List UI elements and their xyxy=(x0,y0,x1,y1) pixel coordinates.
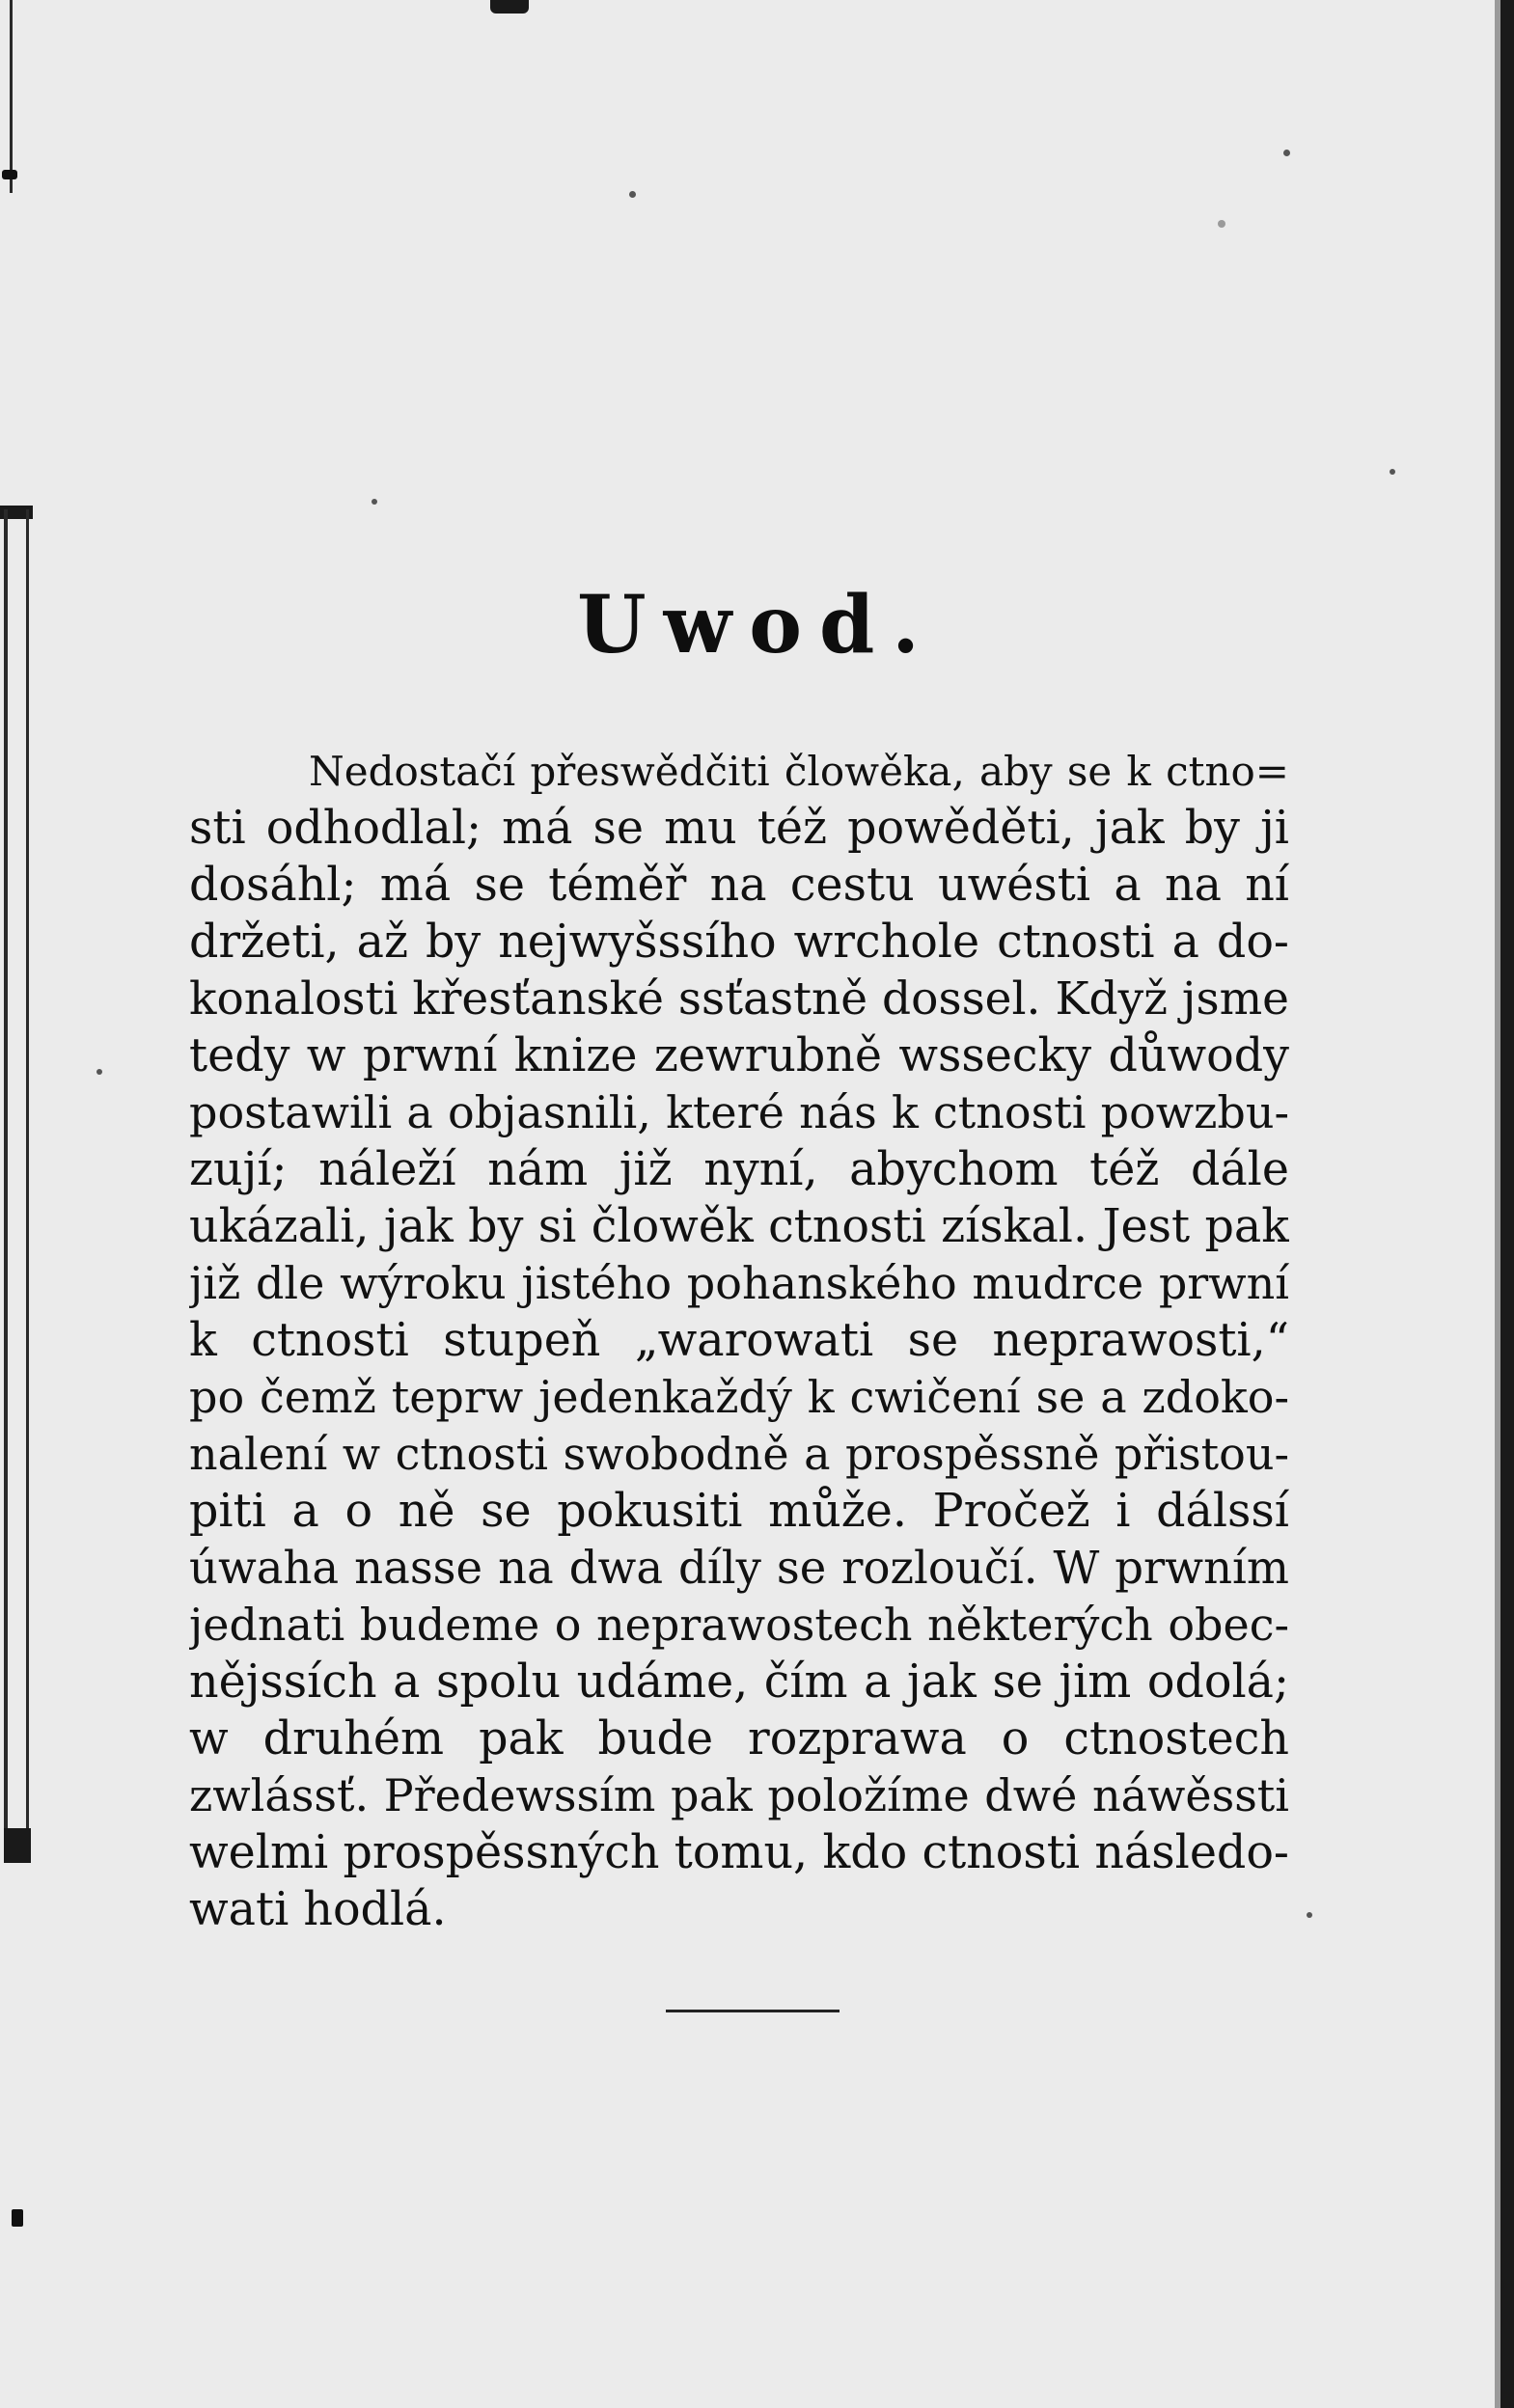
chapter-title: Uwod. xyxy=(577,579,937,671)
text-line: tedy w prwní knize zewrubně wssecky důwody xyxy=(189,1029,1289,1082)
speck xyxy=(1283,150,1290,156)
text-line: nějssích a spolu udáme, čím a jak se jim odolá; xyxy=(189,1656,1289,1709)
scan-artifact-top xyxy=(490,0,529,14)
speck xyxy=(1218,220,1225,228)
scan-edge-bottom-mark xyxy=(12,2209,23,2227)
text-line: dosáhl; má se téměř na cestu uwésti a na ní xyxy=(189,859,1289,912)
binding-bar xyxy=(4,509,29,1860)
text-line: nalení w ctnosti swobodně a prospěssně přistou- xyxy=(189,1428,1289,1480)
body-paragraph xyxy=(189,743,1289,1938)
text-line: po čemž teprw jedenkaždý k cwičení se a zdoko- xyxy=(189,1371,1289,1423)
text-line: piti a o ně se pokusiti může. Pročež i dálssí xyxy=(189,1485,1289,1538)
page-edge-right xyxy=(1500,0,1514,2408)
speck xyxy=(629,191,636,198)
speck xyxy=(372,499,377,505)
text-line: jednati budeme o neprawostech některých obec- xyxy=(189,1599,1289,1651)
text-line: Nedostačí přeswědčiti člowěka, aby se k ctno= xyxy=(309,748,1289,795)
scan-edge-left-line xyxy=(10,0,13,193)
text-line: k ctnosti stupeň „warowati se neprawosti,“ xyxy=(189,1314,1289,1367)
text-line: úwaha nasse na dwa díly se rozloučí. W prwním xyxy=(189,1542,1289,1594)
binding-bar-bottom xyxy=(4,1828,31,1863)
text-line: již dle wýroku jistého pohanského mudrce prwní xyxy=(189,1257,1289,1309)
speck xyxy=(1390,469,1395,475)
text-line: zují; náleží nám již nyní, abychom též dále xyxy=(189,1143,1289,1196)
text-line: wati hodlá. xyxy=(189,1883,447,1936)
speck xyxy=(1307,1912,1312,1918)
text-line: ukázali, jak by si člowěk ctnosti získal. Jest pak xyxy=(189,1200,1289,1253)
text-line: postawili a objasnili, které nás k ctnosti powzbu- xyxy=(189,1086,1289,1138)
text-line: zwlássť. Předewssím pak položíme dwé náwěssti xyxy=(189,1769,1289,1821)
scan-edge-left-dot xyxy=(2,170,17,179)
text-line: sti odhodlal; má se mu též powěděti, jak by ji xyxy=(189,802,1289,855)
text-line: welmi prospěssných tomu, kdo ctnosti následo- xyxy=(189,1826,1289,1879)
section-divider xyxy=(666,2010,840,2012)
text-line: držeti, až by nejwyšssího wrchole ctnosti a do- xyxy=(189,916,1289,969)
text-line: konalosti křesťanské ssťastně dossel. Když jsme xyxy=(189,972,1289,1026)
text-line: w druhém pak bude rozprawa o ctnostech xyxy=(189,1712,1289,1765)
speck xyxy=(96,1069,102,1075)
